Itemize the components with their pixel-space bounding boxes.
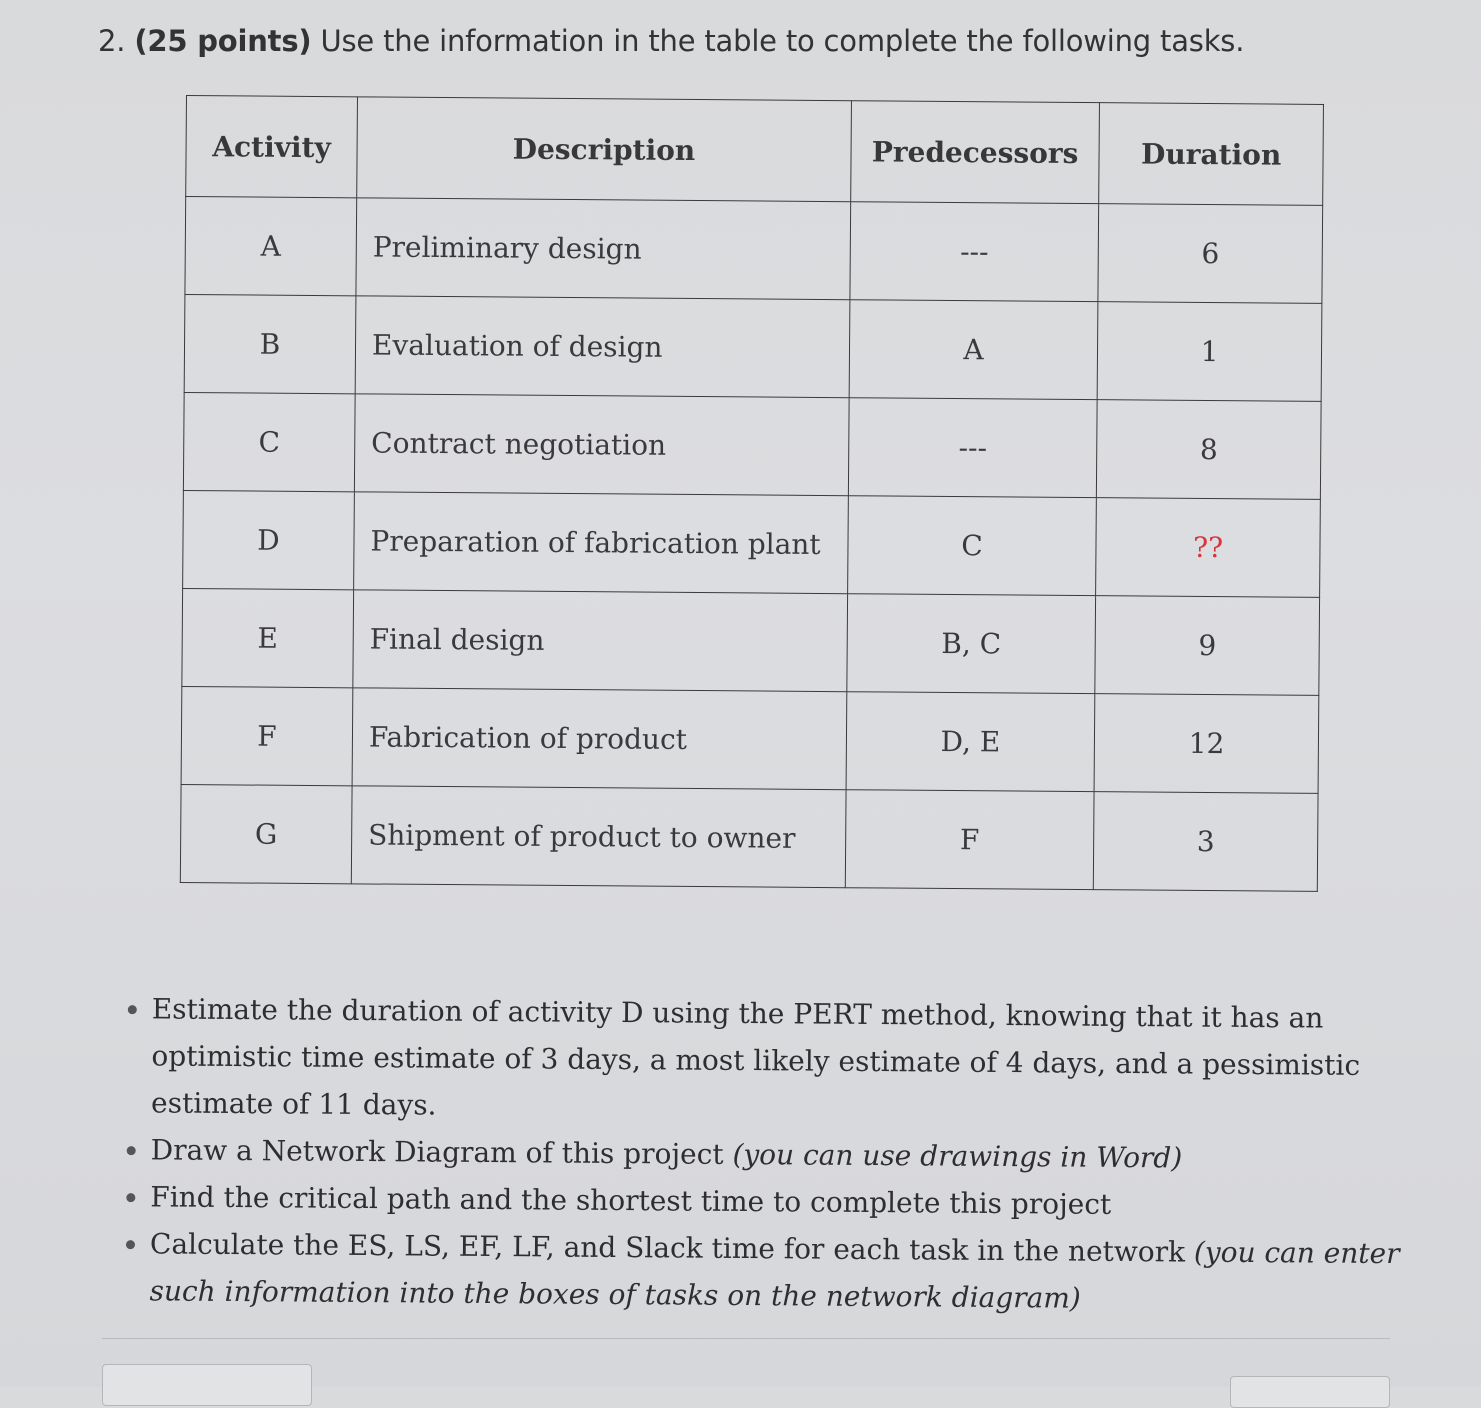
header-activity: Activity [186,96,358,198]
cell-description: Preparation of fabrication plant [354,492,849,594]
next-button[interactable] [1230,1376,1390,1408]
cell-duration-missing: ?? [1096,498,1321,598]
cell-predecessors: B, C [847,594,1096,694]
cell-activity: F [181,686,353,785]
cell-predecessors: A [849,300,1098,400]
cell-activity: A [185,197,357,296]
cell-duration: 12 [1094,694,1319,794]
table-row [183,490,1321,597]
table-row [180,784,1318,891]
cell-activity: E [182,588,354,687]
task-note: (you can enter such information into the boxes of tasks on the network diagram) [149,1235,1400,1315]
cell-predecessors: F [845,790,1094,890]
previous-button[interactable] [102,1364,312,1406]
task-text: Estimate the duration of activity D using the PERT method, knowing that it has an optimistic time estimate of 3 days, a most likely estimate of 4 days, and a pessimistic estimate of 11 days. [150,992,1361,1122]
cell-duration: 9 [1095,596,1320,696]
cell-activity: C [183,392,355,491]
cell-description: Shipment of product to owner [351,786,846,888]
table-row [184,294,1322,401]
table-row [181,686,1319,793]
cell-duration: 8 [1097,400,1322,500]
cell-description: Evaluation of design [355,296,850,398]
cell-duration: 3 [1094,792,1319,892]
table-row [183,392,1321,499]
divider-line [102,1338,1390,1339]
cell-predecessors: --- [848,398,1097,498]
activity-table [180,95,1324,892]
cell-predecessors: C [847,496,1096,596]
header-duration: Duration [1099,103,1324,206]
question-prompt: Use the information in the table to complete the following tasks. [320,24,1245,58]
cell-activity: B [184,294,356,393]
task-note: (you can use drawings in Word) [732,1137,1183,1175]
question-number: 2. [98,24,126,58]
task-list [107,985,1412,1324]
cell-description: Fabrication of product [352,688,847,790]
task-text: Draw a Network Diagram of this project [150,1133,733,1171]
task-item-schedule-calc [149,1220,1410,1324]
cell-predecessors: D, E [846,692,1095,792]
cell-predecessors: --- [850,202,1099,302]
table-row [182,588,1320,695]
cell-duration: 6 [1098,204,1323,304]
cell-description: Contract negotiation [354,394,849,496]
task-text: Find the critical path and the shortest time to complete this project [150,1180,1112,1221]
table-header-row [186,96,1324,206]
task-text: Calculate the ES, LS, EF, LF, and Slack time for each task in the network [149,1227,1195,1269]
table-row [185,197,1323,304]
cell-activity: G [180,784,352,883]
cell-description: Final design [353,590,848,692]
task-item-pert [151,985,1412,1136]
header-predecessors: Predecessors [851,101,1100,204]
cell-duration: 1 [1097,302,1322,402]
question-points: (25 points) [134,24,312,58]
cell-description: Preliminary design [356,198,851,300]
cell-activity: D [183,490,355,589]
header-description: Description [357,97,852,202]
question-heading [98,24,1244,58]
